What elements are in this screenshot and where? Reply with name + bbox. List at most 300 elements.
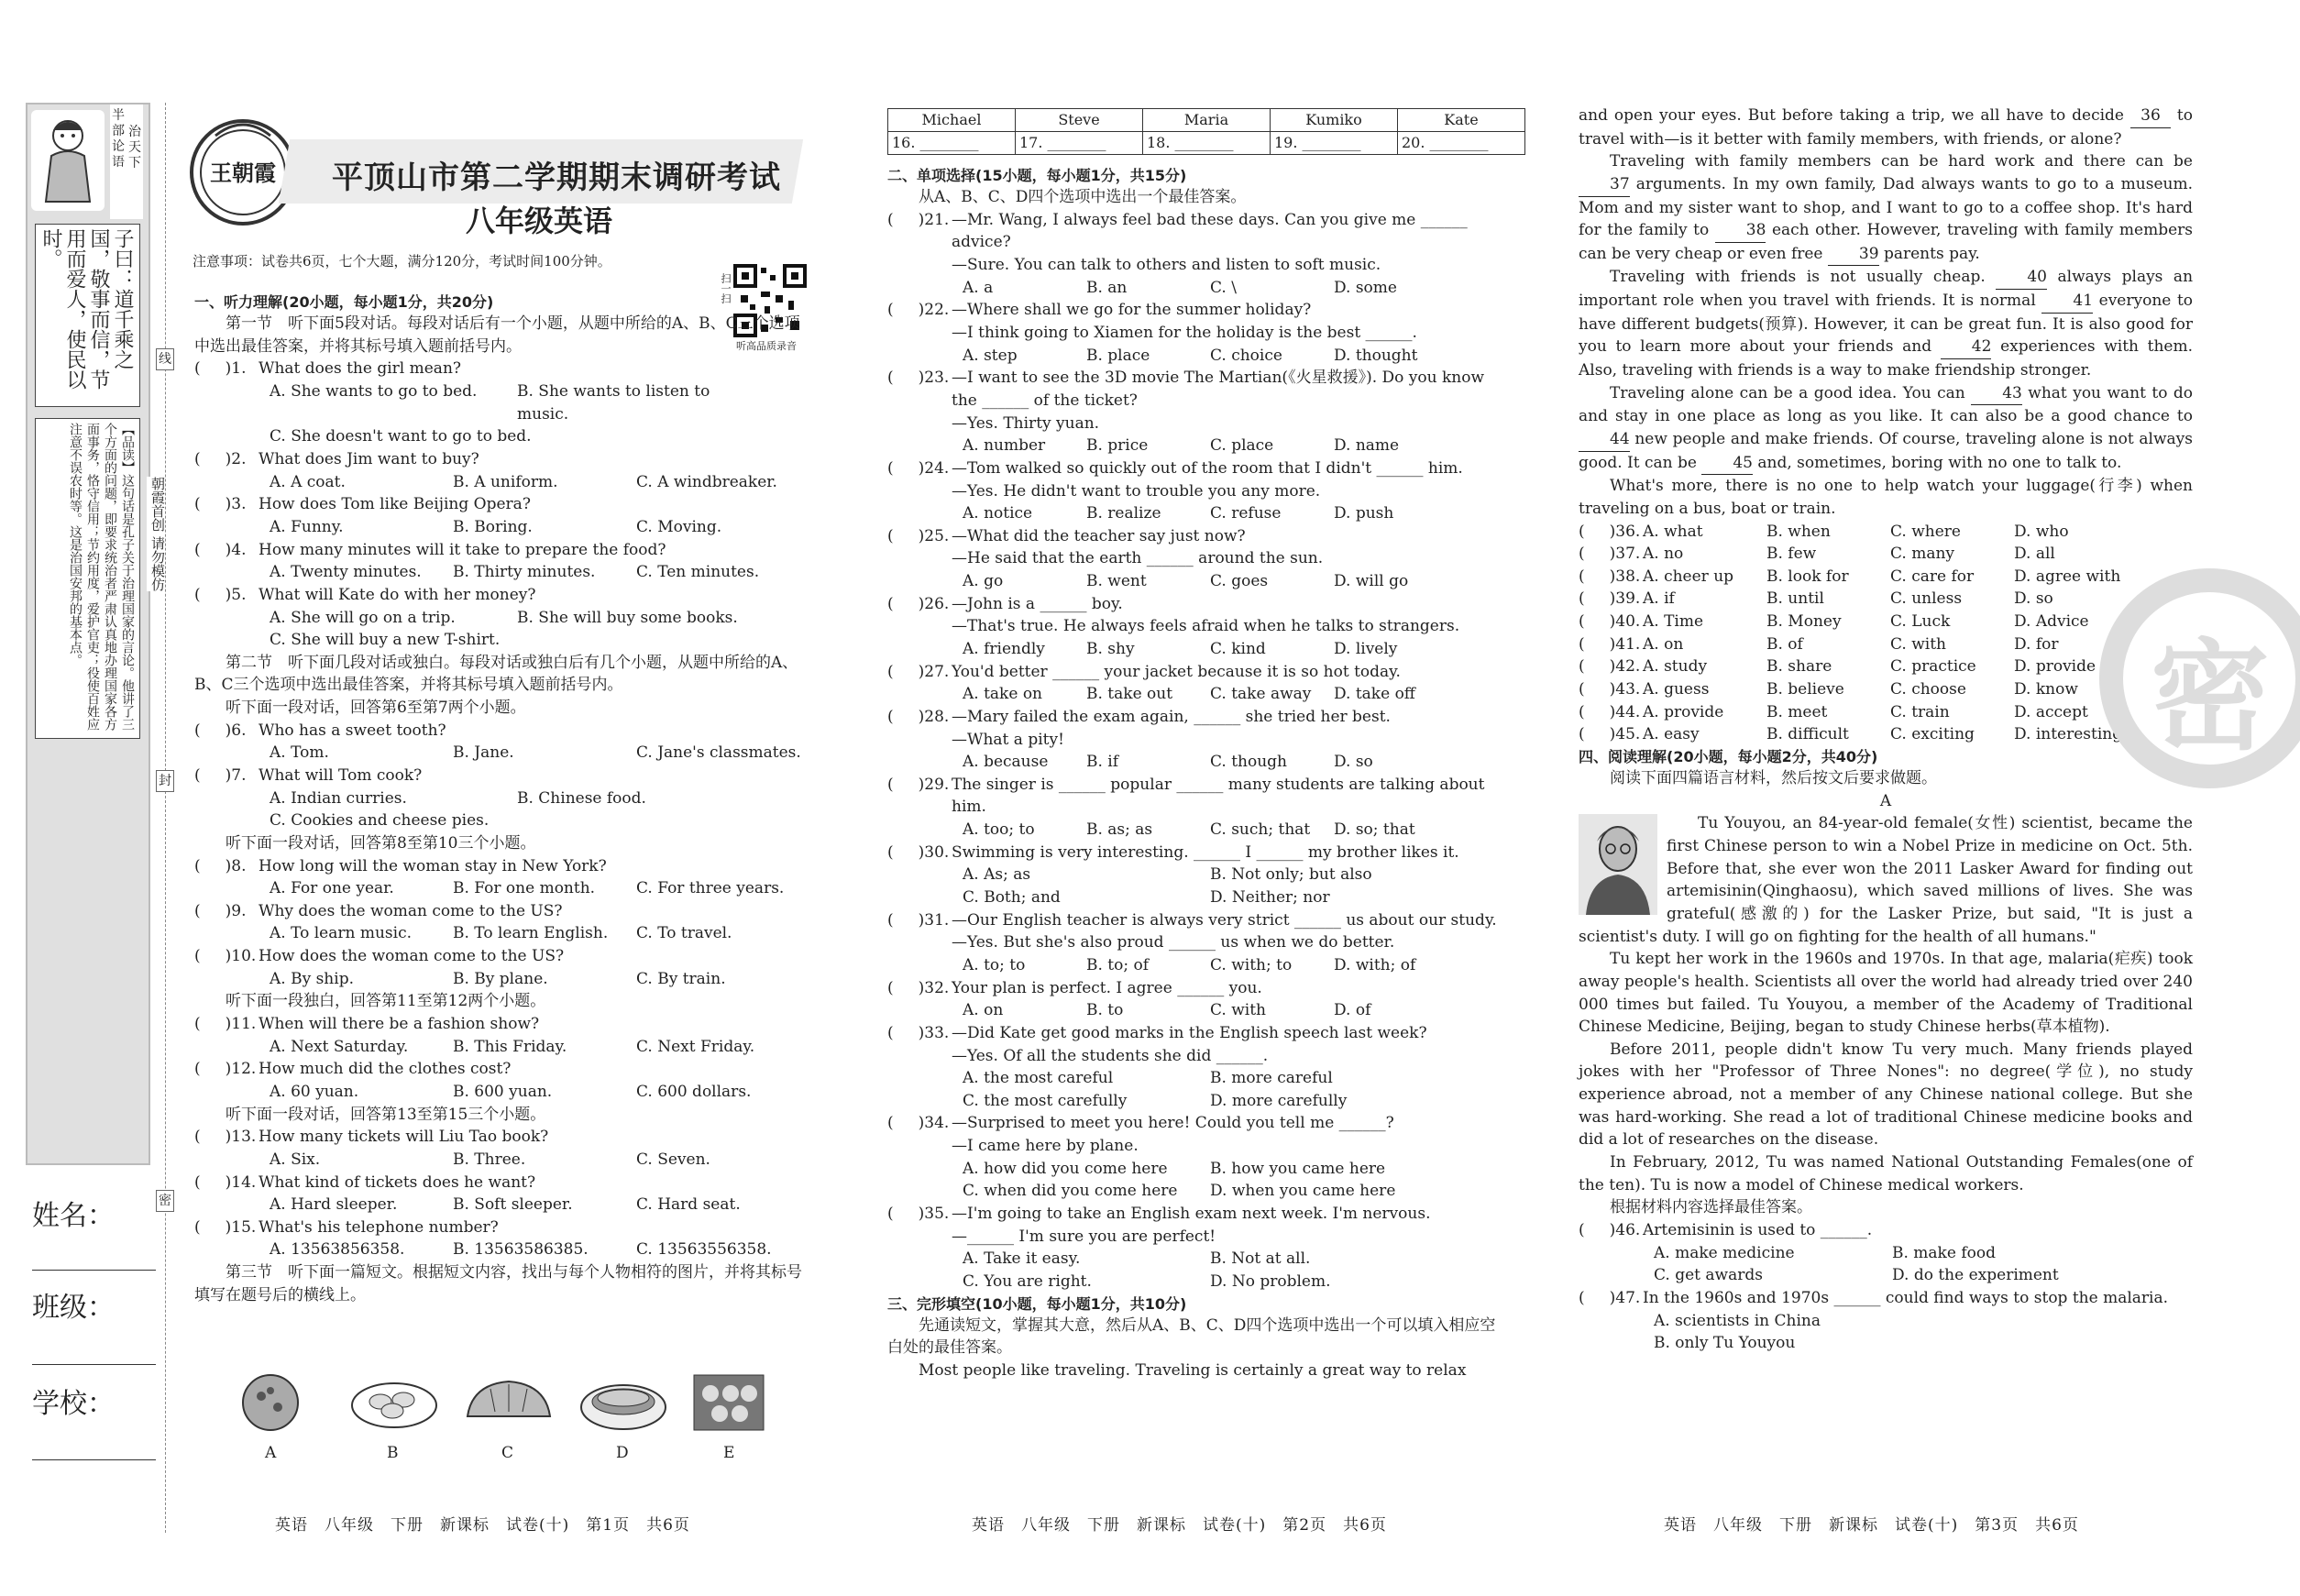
answer-bracket[interactable]: ( )11.	[194, 1015, 257, 1034]
option[interactable]: B. meet	[1766, 702, 1828, 721]
question-line	[887, 1045, 1502, 1068]
answer-number: 19.	[1274, 134, 1298, 152]
class-field-label: 班级：	[32, 1292, 115, 1324]
answer-bracket[interactable]: ( )2.	[194, 450, 247, 469]
questions-13-15	[194, 1126, 813, 1261]
option[interactable]: C. practice	[1890, 657, 1976, 677]
question-text: What's his telephone number?	[259, 1217, 499, 1237]
cloze-blank[interactable]: 36	[2130, 105, 2171, 128]
reading-paragraph-1: Tu Youyou, an 84-year-old female(女性) scientist, became the first Chinese person to win a Nobel Prize in medicine on Oct. 5th. Before that, she ever won the 2011 Lasker Award for finding out artemisinin(Qinghaosu), which saved millions of lives. She was grateful(感激的) for the Lasker Prize, but said, "It is just a scientist's duty. I will go on fighting for the health of all humans."	[1579, 814, 2193, 946]
option[interactable]: A. study	[1643, 657, 1708, 677]
question-line	[887, 729, 1502, 752]
question-text: —Sure. You can talk to others and listen to soft music.	[952, 256, 1381, 275]
option[interactable]: B. realize	[1086, 504, 1161, 523]
option[interactable]: A. friendly	[963, 640, 1045, 658]
option[interactable]: D. Advice	[2014, 612, 2089, 632]
answer-bracket[interactable]: ( )27.	[887, 662, 950, 681]
option[interactable]: B. only Tu Youyou	[1654, 1334, 1796, 1353]
option[interactable]: A. too; to	[963, 820, 1035, 840]
option[interactable]: B. A uniform.	[453, 472, 558, 491]
option[interactable]: C. 600 dollars.	[636, 1082, 752, 1101]
option[interactable]: A. easy	[1643, 725, 1700, 744]
page-footer-2: 英语 八年级 下册 新课标 试卷(十) 第2页 共6页	[972, 1516, 1387, 1535]
part3-instructions: 先通读短文，掌握其大意，然后从A、B、C、D四个选项中选出一个可以填入相应空白处的最佳答案。	[887, 1315, 1496, 1358]
answer-bracket[interactable]: ( )12.	[194, 1060, 257, 1079]
answer-bracket[interactable]: ( )31.	[887, 910, 950, 930]
option[interactable]: C. She doesn't want to go to bed.	[270, 427, 532, 446]
option[interactable]: B. share	[1766, 657, 1832, 677]
question-text: In the 1960s and 1970s ______ could find ways to stop the malaria.	[1643, 1288, 2169, 1307]
option[interactable]: C. 13563556358.	[636, 1240, 772, 1260]
option-row	[194, 516, 813, 539]
answer-bracket[interactable]: ( )4.	[194, 540, 247, 559]
cloze-option-row	[1579, 521, 2193, 544]
question-text: How does the woman come to the US?	[259, 947, 565, 966]
answer-bracket[interactable]: ( )13.	[194, 1128, 257, 1147]
option[interactable]: C. choice	[1210, 346, 1282, 365]
cloze-blank[interactable]: 39	[1828, 243, 1879, 267]
answer-bracket[interactable]: ( )32.	[887, 978, 950, 997]
question-line	[887, 1112, 1502, 1135]
answer-bracket[interactable]: ( )22.	[887, 301, 950, 320]
answer-bracket[interactable]: ( )21.	[887, 210, 950, 229]
option[interactable]: B. difficult	[1766, 725, 1849, 744]
cloze-blank[interactable]: 42	[1941, 336, 1992, 359]
spacer	[887, 480, 952, 503]
spacer	[887, 1045, 952, 1068]
motto-char: 下	[128, 156, 141, 171]
option[interactable]: D. some	[1334, 278, 1397, 297]
option[interactable]: C. Ten minutes.	[636, 563, 760, 582]
answer-bracket[interactable]: ( )24.	[887, 458, 950, 478]
question-text: What does Jim want to buy?	[259, 450, 479, 469]
option[interactable]: B. make food	[1892, 1243, 1996, 1262]
question-text: How many minutes will it take to prepare the food?	[259, 540, 666, 559]
logo-text: 王朝霞	[210, 160, 276, 186]
option[interactable]: D. No problem.	[1210, 1271, 1331, 1291]
option[interactable]: C. care for	[1890, 567, 1975, 586]
option[interactable]: B. She will buy some books.	[517, 608, 738, 627]
cloze-option-row	[1579, 611, 2193, 633]
answer-bracket[interactable]: ( )46.	[1579, 1220, 1641, 1239]
option[interactable]: C. the most carefully	[963, 1091, 1128, 1110]
spacer	[887, 322, 952, 345]
answer-bracket[interactable]: ( )1.	[194, 359, 247, 379]
option[interactable]: B. place	[1086, 346, 1150, 365]
option[interactable]: B. Jane.	[453, 743, 514, 763]
option[interactable]: C. unless	[1890, 589, 1963, 609]
option[interactable]: C. goes	[1210, 572, 1269, 591]
answer-bracket[interactable]: ( )45.	[1579, 725, 1641, 744]
option[interactable]: B. until	[1766, 589, 1824, 609]
question-text: —I want to see the 3D movie The Martian(《火星救援》). Do you know the ______ of the ticket?	[952, 369, 1485, 410]
option[interactable]: C. with	[1210, 1001, 1266, 1020]
option[interactable]: A. go	[963, 572, 1004, 591]
option[interactable]: A. take on	[963, 685, 1043, 704]
option[interactable]: A. Indian curries.	[270, 788, 407, 808]
answer-bracket[interactable]: ( )36.	[1579, 522, 1641, 541]
question-text: —I came here by plane.	[952, 1137, 1139, 1156]
answer-bracket[interactable]: ( )5.	[194, 585, 247, 604]
pizza-icon	[234, 1370, 307, 1435]
option[interactable]: D. Neither; nor	[1210, 888, 1330, 908]
option[interactable]: C. Moving.	[636, 517, 722, 536]
option-row	[194, 968, 813, 991]
option[interactable]: B. to; of	[1086, 955, 1150, 974]
margin-label: 密	[156, 1190, 174, 1212]
answer-bracket[interactable]: ( )41.	[1579, 634, 1641, 654]
answer-cell[interactable]: 19. ________	[1271, 132, 1398, 155]
question-text: What will Tom cook?	[259, 766, 423, 785]
option[interactable]: A. 13563856358.	[270, 1240, 405, 1260]
option[interactable]: C. Luck	[1890, 612, 1951, 632]
answer-bracket[interactable]: ( )25.	[887, 526, 950, 545]
answer-bracket[interactable]: ( )35.	[887, 1205, 950, 1224]
option[interactable]: B. To learn English.	[453, 924, 609, 943]
option[interactable]: A. guess	[1643, 680, 1710, 699]
option[interactable]: C. To travel.	[636, 924, 732, 943]
option[interactable]: B. how you came here	[1210, 1159, 1386, 1178]
answer-bracket[interactable]: ( )44.	[1579, 702, 1641, 721]
option[interactable]: C. \	[1210, 278, 1237, 297]
question-text: —Where shall we go for the summer holiday?	[952, 301, 1312, 320]
option[interactable]: D. so	[2014, 589, 2053, 609]
option[interactable]: D. who	[2014, 522, 2069, 541]
option[interactable]: A. provide	[1643, 702, 1724, 721]
option[interactable]: A. a	[963, 278, 994, 297]
part2-heading: 二、单项选择(15小题，每小题1分，共15分)	[887, 167, 1187, 184]
option-row	[194, 877, 813, 900]
option[interactable]: A. no	[1643, 545, 1684, 564]
answer-bracket[interactable]: ( )40.	[1579, 612, 1641, 632]
option-row	[194, 471, 813, 494]
cloze-text: Traveling with family members can be hard work and there can be	[1610, 152, 2193, 171]
option[interactable]: C. take away	[1210, 685, 1312, 704]
cloze-text: Traveling with friends is not usually cheap.	[1610, 268, 1986, 287]
option[interactable]: B. 13563586385.	[453, 1240, 589, 1260]
option[interactable]: A. A coat.	[270, 472, 346, 491]
option[interactable]: B. to	[1086, 1001, 1124, 1020]
option[interactable]: C. refuse	[1210, 504, 1282, 523]
option[interactable]: C. train	[1890, 702, 1950, 721]
option[interactable]: C. get awards	[1654, 1266, 1763, 1285]
option[interactable]: D. will go	[1334, 572, 1409, 591]
option[interactable]: B. few	[1766, 545, 1817, 564]
option[interactable]: D. name	[1334, 436, 1400, 456]
answer-bracket[interactable]: ( )6.	[194, 721, 247, 740]
answer-bracket[interactable]: ( )7.	[194, 766, 247, 785]
option[interactable]: A. notice	[963, 504, 1033, 523]
option[interactable]: A. Time	[1643, 612, 1704, 632]
name-field-label: 姓名：	[32, 1200, 115, 1232]
option-row	[1579, 1310, 2193, 1355]
answer-bracket[interactable]: ( )29.	[887, 775, 950, 794]
answer-bracket[interactable]: ( )30.	[887, 842, 950, 862]
option-row	[887, 999, 1502, 1022]
option[interactable]: C. By train.	[636, 969, 726, 988]
option[interactable]: A. 60 yuan.	[270, 1082, 359, 1101]
answer-bracket[interactable]: ( )39.	[1579, 589, 1641, 609]
option[interactable]: C. with	[1890, 634, 1946, 654]
option[interactable]: A. She will go on a trip.	[270, 608, 456, 627]
table-header: Steve	[1016, 109, 1143, 132]
answer-number: 18.	[1147, 134, 1171, 152]
option[interactable]: A. Take it easy.	[963, 1249, 1081, 1269]
question-text: —What did the teacher say just now?	[952, 526, 1246, 545]
cloze-blank[interactable]: 37	[1579, 173, 1630, 197]
option[interactable]: C. though	[1210, 753, 1288, 772]
question-line	[887, 1226, 1502, 1249]
margin-label: 封	[156, 770, 174, 792]
option[interactable]: C. Hard seat.	[636, 1195, 741, 1215]
option[interactable]: C. with; to	[1210, 955, 1293, 974]
picture-label: B	[387, 1444, 399, 1462]
cloze-blank[interactable]: 44	[1579, 428, 1630, 452]
option[interactable]: B. Money	[1766, 612, 1842, 632]
option[interactable]: D. lively	[1334, 640, 1398, 658]
motto-char: 论	[112, 139, 125, 154]
cloze-blank[interactable]: 43	[1971, 382, 2022, 406]
cloze-text: each other. However, traveling with family members can be very cheap or even free	[1579, 221, 2193, 263]
option[interactable]: B. an	[1086, 278, 1128, 297]
motto-char: 天	[128, 140, 141, 155]
option[interactable]: B. Not at all.	[1210, 1249, 1311, 1269]
option[interactable]: A. For one year.	[270, 879, 394, 898]
option[interactable]: D. so	[1334, 753, 1373, 772]
option[interactable]: D. more carefully	[1210, 1091, 1348, 1110]
question-line	[887, 413, 1502, 435]
page-footer-3: 英语 八年级 下册 新课标 试卷(十) 第3页 共6页	[1664, 1516, 2079, 1535]
answer-bracket[interactable]: ( )14.	[194, 1172, 257, 1192]
option[interactable]: C. You are right.	[963, 1271, 1092, 1291]
question-text: —Yes. He didn't want to trouble you any more.	[952, 481, 1321, 501]
answer-bracket[interactable]: ( )3.	[194, 495, 247, 514]
answer-bracket[interactable]: ( )9.	[194, 901, 247, 920]
option[interactable]: B. as; as	[1086, 820, 1153, 840]
option[interactable]: D. all	[2014, 545, 2055, 564]
option[interactable]: B. take out	[1086, 685, 1173, 704]
name-table	[887, 108, 1525, 155]
option[interactable]: C. exciting	[1890, 725, 1975, 744]
option[interactable]: A. on	[1643, 634, 1684, 654]
answer-cell[interactable]: 20. ________	[1398, 132, 1525, 155]
option[interactable]: A. By ship.	[270, 969, 354, 988]
option[interactable]: B. if	[1086, 753, 1119, 772]
question-line	[887, 774, 1502, 819]
question	[194, 493, 813, 516]
part1-section2-instructions: 第二节 听下面几段对话或独白。每段对话或独白后有几个小题，从题中所给的A、B、C三个选项中选出最佳答案，并将其标号填入题前括号内。	[194, 653, 798, 695]
option-row	[194, 922, 813, 945]
cloze-blank[interactable]: 45	[1701, 452, 1753, 476]
tu-youyou-photo	[1579, 814, 1657, 915]
spacer	[887, 254, 952, 277]
option[interactable]: A. Twenty minutes.	[270, 563, 422, 582]
answer-cell[interactable]: 18. ________	[1143, 132, 1271, 155]
option[interactable]: D. thought	[1334, 346, 1418, 365]
question-text: —Did Kate get good marks in the English speech last week?	[952, 1023, 1427, 1042]
answer-cell[interactable]: 17. ________	[1016, 132, 1143, 155]
option[interactable]: B. Chinese food.	[517, 788, 646, 808]
lead-8-10: 听下面一段对话，回答第8至第10三个小题。	[226, 833, 536, 853]
option[interactable]: C. where	[1890, 522, 1961, 541]
reading-paragraph-4: In February, 2012, Tu was named National Outstanding Females(one of the ten). Tu is now a model of Chinese medical workers.	[1579, 1153, 2193, 1194]
motto-char: 部	[112, 124, 125, 138]
answer-bracket[interactable]: ( )37.	[1579, 545, 1641, 564]
option[interactable]: A. Tom.	[270, 743, 329, 763]
option[interactable]: B. more careful	[1210, 1069, 1333, 1088]
answer-cell[interactable]: 16. ________	[888, 132, 1016, 155]
questions-11-12	[194, 1013, 813, 1104]
option[interactable]: A. because	[963, 753, 1049, 772]
option[interactable]: B. went	[1086, 572, 1147, 591]
option[interactable]: C. kind	[1210, 640, 1266, 658]
option[interactable]: A. As; as	[963, 865, 1031, 885]
option[interactable]: B. price	[1086, 436, 1149, 456]
option[interactable]: B. This Friday.	[453, 1037, 567, 1056]
answer-bracket[interactable]: ( )15.	[194, 1217, 257, 1237]
question	[194, 1126, 813, 1149]
portrait-icon	[1579, 814, 1657, 915]
option[interactable]: C. A windbreaker.	[636, 472, 777, 491]
commentary-box: 【品读】这句话是孔子关于治理国家的言论。他讲了三个方面的问题，即要求统治者严肃认真地办理国家各方面事务，恪守信用；节约用度，爱护官吏；役使百姓应注意不误农时等。这是治国安邦的基本点。	[35, 418, 140, 739]
option[interactable]: A. To learn music.	[270, 924, 413, 943]
option[interactable]: A. Hard sleeper.	[270, 1195, 398, 1215]
option[interactable]: A. on	[963, 1001, 1004, 1020]
option[interactable]: A. if	[1643, 589, 1675, 609]
option[interactable]: C. when did you come here	[963, 1182, 1178, 1201]
option[interactable]: A. cheer up	[1643, 567, 1734, 586]
question	[194, 1058, 813, 1081]
option[interactable]: D. with; of	[1334, 955, 1416, 974]
option[interactable]: B. Three.	[453, 1150, 526, 1169]
option[interactable]: B. Thirty minutes.	[453, 563, 596, 582]
option[interactable]: C. She will buy a new T-shirt.	[270, 631, 501, 650]
question-text: —______ I'm sure you are perfect!	[952, 1227, 1216, 1246]
question-text: —I'm going to take an English exam next week. I'm nervous.	[952, 1205, 1431, 1224]
option[interactable]: D. accept	[2014, 702, 2088, 721]
option[interactable]: B. By plane.	[453, 969, 548, 988]
option[interactable]: C. such; that	[1210, 820, 1311, 840]
question-text: —Mary failed the exam again, ______ she tried her best.	[952, 707, 1391, 726]
option[interactable]: A. number	[963, 436, 1046, 456]
option[interactable]: D. interesting	[2014, 725, 2123, 744]
option[interactable]: B. She wants to listen to music.	[517, 382, 710, 424]
answer-bracket[interactable]: ( )38.	[1579, 567, 1641, 586]
option[interactable]: C. Jane's classmates.	[636, 743, 801, 763]
option[interactable]: B. Soft sleeper.	[453, 1195, 573, 1215]
answer-bracket[interactable]: ( )47.	[1579, 1288, 1641, 1307]
cloze-blank[interactable]: 40	[1996, 266, 2047, 290]
option[interactable]: A. what	[1643, 522, 1703, 541]
option-row	[194, 561, 813, 584]
question-text: How much did the clothes cost?	[259, 1060, 512, 1079]
option[interactable]: A. Six.	[270, 1150, 321, 1169]
option[interactable]: D. for	[2014, 634, 2059, 654]
answer-bracket[interactable]: ( )43.	[1579, 680, 1641, 699]
cloze-text: and open your eyes. But before taking a trip, we all have to decide	[1579, 106, 2124, 125]
option-row	[194, 1238, 813, 1261]
name-field-line[interactable]	[32, 1270, 156, 1271]
option[interactable]: C. Next Friday.	[636, 1037, 755, 1056]
answer-bracket[interactable]: ( )42.	[1579, 657, 1641, 677]
option[interactable]: D. provide	[2014, 657, 2096, 677]
dumplings-plate-icon	[348, 1370, 440, 1435]
answer-bracket[interactable]: ( )10.	[194, 947, 257, 966]
option[interactable]: D. do the experiment	[1892, 1266, 2059, 1285]
questions-46-47	[1579, 1219, 2193, 1355]
option[interactable]: C. Cookies and cheese pies.	[270, 811, 490, 831]
questions-6-7	[194, 720, 813, 832]
answer-bracket[interactable]: ( )23.	[887, 369, 950, 388]
part1-section1-instructions: 第一节 听下面5段对话。每段对话后有一个小题，从题中所给的A、B、C三个选项中选出最佳答案，并将其标号填入题前括号内。	[194, 314, 800, 356]
option[interactable]: B. Not only; but also	[1210, 865, 1372, 885]
answer-bracket[interactable]: ( )34.	[887, 1114, 950, 1133]
cloze-option-row	[1579, 543, 2193, 566]
option[interactable]: D. so; that	[1334, 820, 1415, 840]
answer-bracket[interactable]: ( )26.	[887, 594, 950, 613]
option[interactable]: B. shy	[1086, 640, 1135, 658]
option[interactable]: D. of	[1334, 1001, 1371, 1020]
answer-bracket[interactable]: ( )28.	[887, 707, 950, 726]
option[interactable]: A. the most careful	[963, 1069, 1114, 1088]
option[interactable]: A. make medicine	[1654, 1243, 1795, 1262]
option[interactable]: B. For one month.	[453, 879, 596, 898]
option[interactable]: A. step	[963, 346, 1018, 365]
option-row	[887, 1158, 1502, 1203]
option[interactable]: B. look for	[1766, 567, 1849, 586]
question-line	[887, 842, 1502, 864]
spacer	[887, 931, 952, 954]
option[interactable]: D. push	[1334, 504, 1394, 523]
option[interactable]: B. believe	[1766, 680, 1844, 699]
cloze-text: new people and make friends. Of course, traveling alone is not always good. It can be	[1579, 429, 2194, 472]
page-footer-1: 英语 八年级 下册 新课标 试卷(十) 第1页 共6页	[275, 1516, 690, 1535]
option[interactable]: D. know	[2014, 680, 2078, 699]
option[interactable]: C. many	[1890, 545, 1955, 564]
option[interactable]: A. scientists in China	[1654, 1311, 1821, 1330]
option[interactable]: A. Next Saturday.	[270, 1037, 409, 1056]
option[interactable]: C. Seven.	[636, 1150, 710, 1169]
option-row	[887, 435, 1502, 457]
option[interactable]: C. Both; and	[963, 888, 1061, 908]
option[interactable]: C. For three years.	[636, 879, 785, 898]
option[interactable]: A. to; to	[963, 955, 1026, 974]
question-line	[887, 593, 1502, 616]
option[interactable]: D. when you came here	[1210, 1182, 1396, 1201]
option[interactable]: A. how did you come here	[963, 1159, 1168, 1178]
option[interactable]: B. Boring.	[453, 517, 533, 536]
question-text: Artemisinin is used to ______.	[1643, 1220, 1873, 1239]
answer-bracket[interactable]: ( )33.	[887, 1023, 950, 1042]
answer-bracket[interactable]: ( )8.	[194, 856, 247, 875]
class-field-line[interactable]	[32, 1364, 156, 1365]
option[interactable]: B. 600 yuan.	[453, 1082, 553, 1101]
option[interactable]: A. Funny.	[270, 517, 344, 536]
option[interactable]: D. take off	[1334, 685, 1415, 704]
option[interactable]: A. She wants to go to bed.	[270, 382, 478, 402]
option[interactable]: C. place	[1210, 436, 1274, 456]
option[interactable]: B. of	[1766, 634, 1803, 654]
option[interactable]: D. agree with	[2014, 567, 2121, 586]
question-line	[887, 299, 1502, 322]
option[interactable]: B. when	[1766, 522, 1831, 541]
cloze-blank[interactable]: 41	[2041, 290, 2093, 314]
cloze-blank[interactable]: 38	[1715, 219, 1766, 243]
motto-char: 半	[112, 108, 125, 123]
school-field-line[interactable]	[32, 1459, 156, 1460]
option[interactable]: C. choose	[1890, 680, 1966, 699]
option-row	[887, 570, 1502, 593]
